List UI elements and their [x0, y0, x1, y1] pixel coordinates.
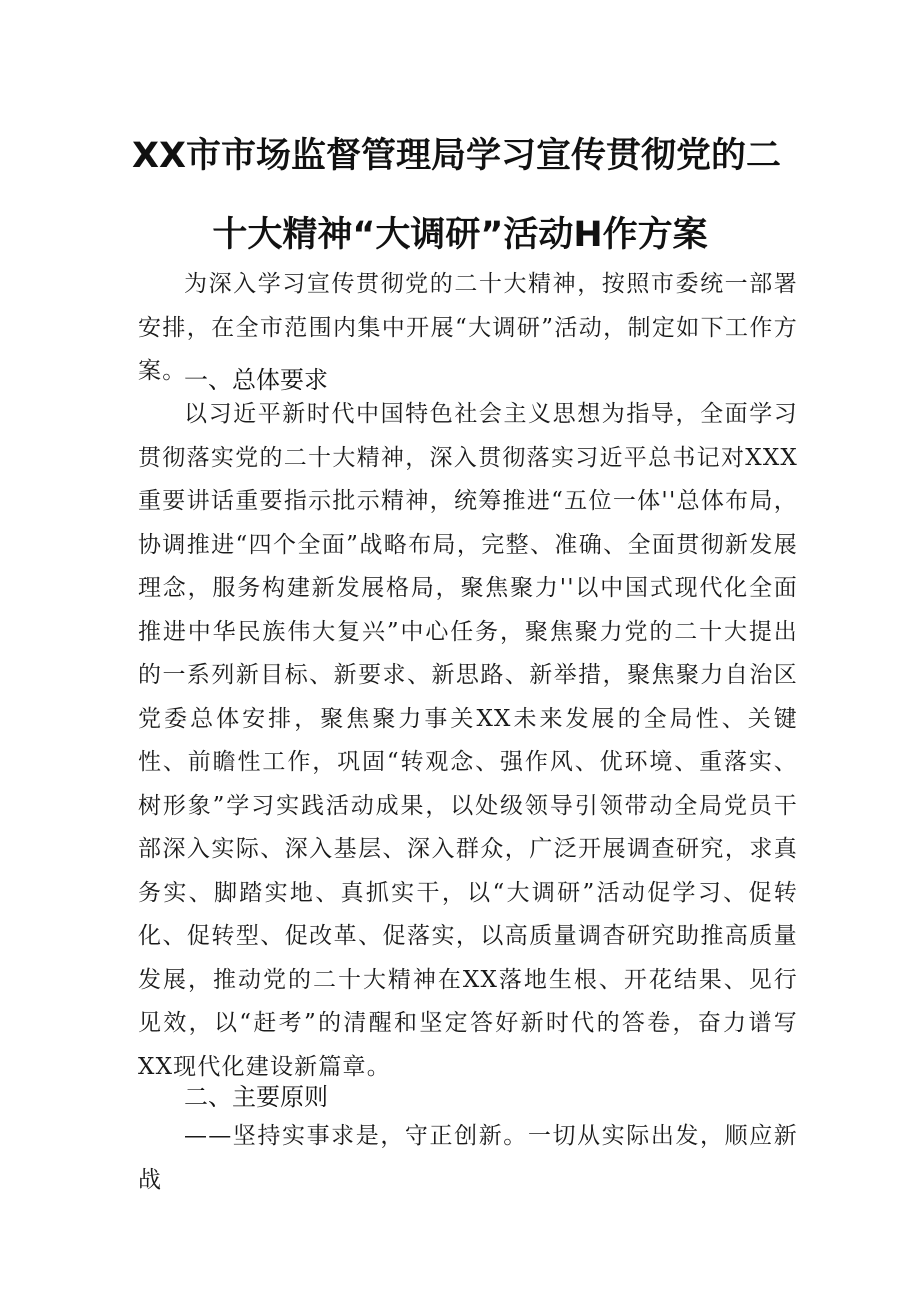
- document-title-line-2: 十大精神“大调研”活动H作方案: [212, 215, 708, 255]
- section-paragraph-general-requirements: 以习近平新时代中国特色社会主义思想为指导，全面学习贯彻落实党的二十大精神，深入贯彻落实习近平总书记对XXX重要讲话重要指示批示精神，统筹推进“五位一体''总体布局，协调推进“四个全面”战略布局，完整、准确、全面贯彻新发展理念，服务构建新发展格局，聚焦聚力''以中国式现代化全面推进中华民族伟大复兴”中心任务，聚焦聚力党的二十大提出的一系列新目标、新要求、新思路、新举措，聚焦聚力自治区党委总体安排，聚焦聚力事关XX未来发展的全局性、关键性、前瞻性工作，巩固“转观念、强作风、优环境、重落实、树形象”学习实践活动成果，以处级领导引领带动全局党员干部深入实际、深入基层、深入群众，广泛开展调查研究，求真务实、脚踏实地、真抓实干，以“大调研”活动促学习、促转化、促转型、促改革、促落实，以高质量调杳研究助推高质量发展，推动党的二十大精神在XX落地生根、开花结果、见行见效，以“赶考”的清醒和坚定答好新时代的答卷，奋力谱写XX现代化建设新篇章。: [138, 401, 798, 1080]
- section-heading-general-requirements: 一、总体要求: [184, 366, 328, 394]
- section-heading-main-principles: 二、主要原则: [184, 1083, 328, 1111]
- intro-paragraph: 为深入学习宣传贯彻党的二十大精神，按照市委统一部署安排，在全市范围内集中开展“大调研”活动，制定如下工作方案。: [138, 271, 798, 384]
- section-paragraph-main-principles: ——坚持实事求是，守正创新。一切从实际出发，顺应新战: [138, 1123, 798, 1193]
- document-title-line-1: XX市市场监督管理局学习宣传贯彻党的二: [132, 136, 781, 176]
